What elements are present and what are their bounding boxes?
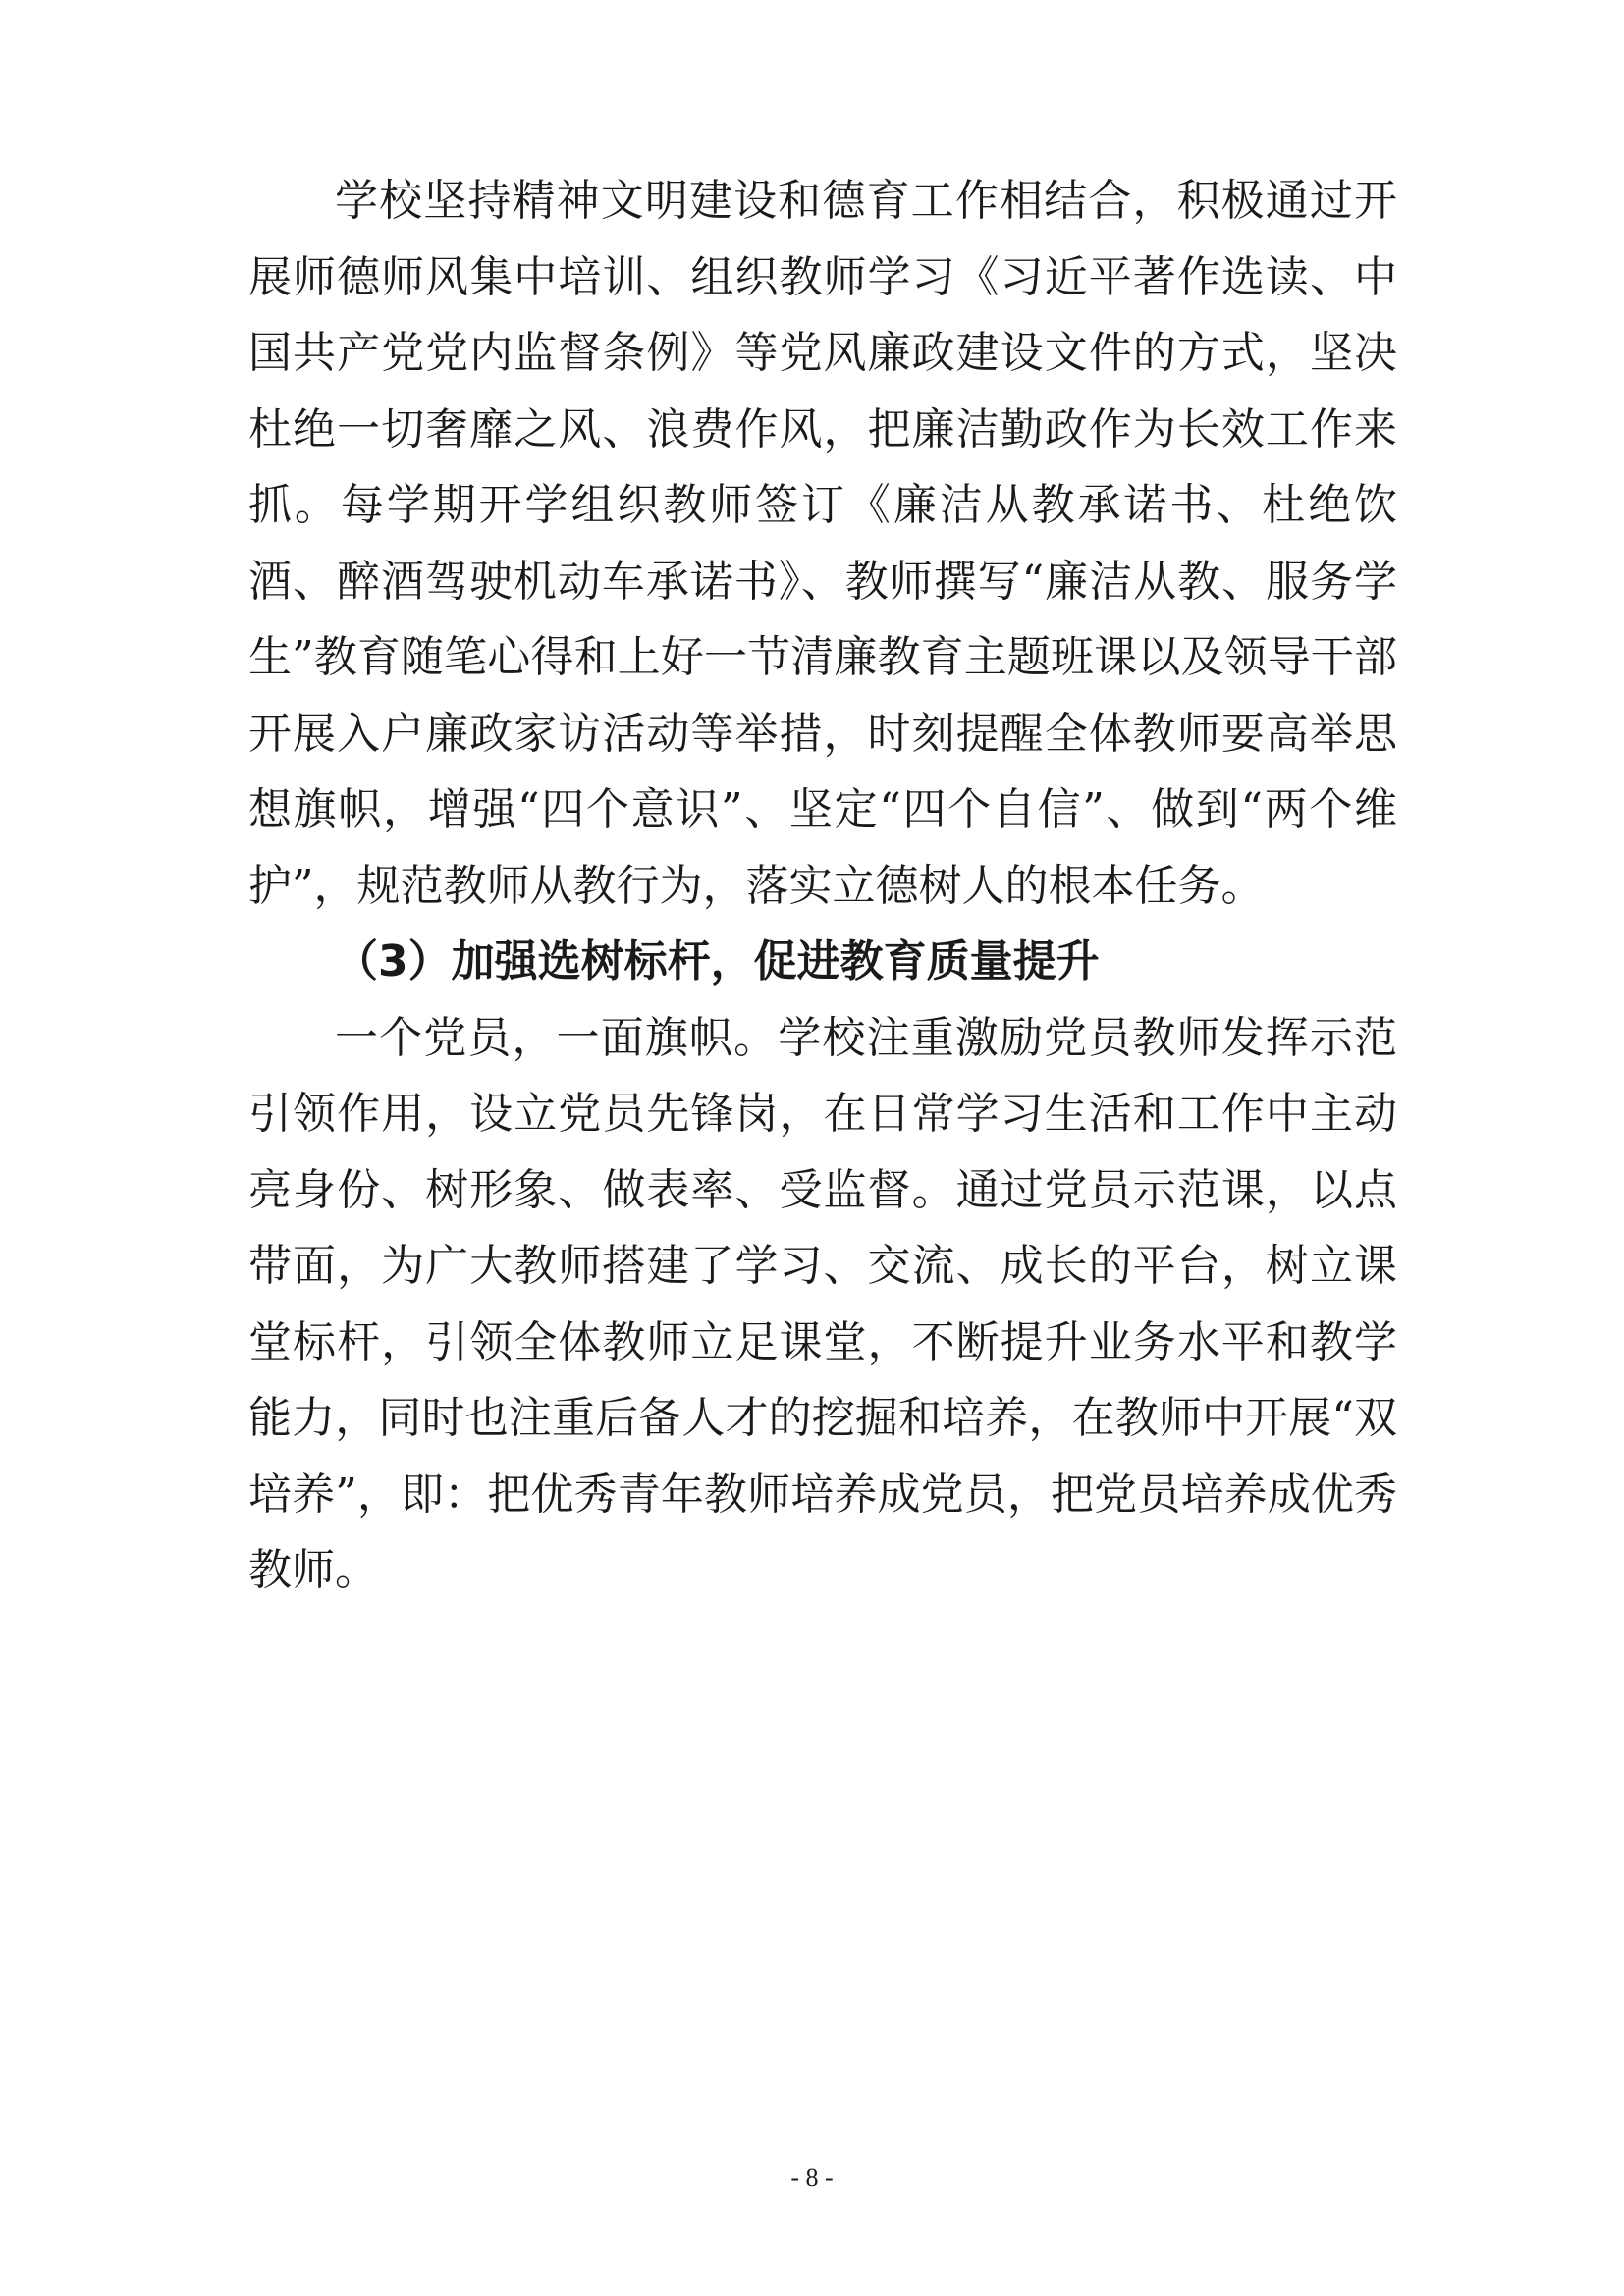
body-paragraph-1: 学校坚持精神文明建设和德育工作相结合，积极通过开展师德师风集中培训、组织教师学习《习近平著作选读、中国共产党党内监督条例》等党风廉政建设文件的方式，坚决杜绝一切奢靡之风、浪费作风，把廉洁勤政作为长效工作来抓。每学期开学组织教师签订《廉洁从教承诺书、杜绝饮酒、醉酒驾驶机动车承诺书》、教师撰写“廉洁从教、服务学生”教育随笔心得和上好一节清廉教育主题班课以及领导干部开展入户廉政家访活动等举措，时刻提醒全体教师要高举思想旗帜，增强“四个意识”、坚定“四个自信”、做到“两个维护”，规范教师从教行为，落实立德树人的根本任务。	[248, 176, 1397, 911]
body-paragraph-2: 一个党员，一面旗帜。学校注重激励党员教师发挥示范引领作用，设立党员先锋岗，在日常学习生活和工作中主动亮身份、树形象、做表率、受监督。通过党员示范课，以点带面，为广大教师搭建了学习、交流、成长的平台，树立课堂标杆，引领全体教师立足课堂，不断提升业务水平和教学能力，同时也注重后备人才的挖掘和培养，在教师中开展“双培养”，即：把优秀青年教师培养成党员，把党员培养成优秀教师。	[248, 1012, 1397, 1595]
page-number: - 8 -	[790, 2163, 834, 2192]
document-body	[248, 163, 1397, 1609]
section-heading: （3）加强选树标杆，促进教育质量提升	[335, 936, 1100, 987]
